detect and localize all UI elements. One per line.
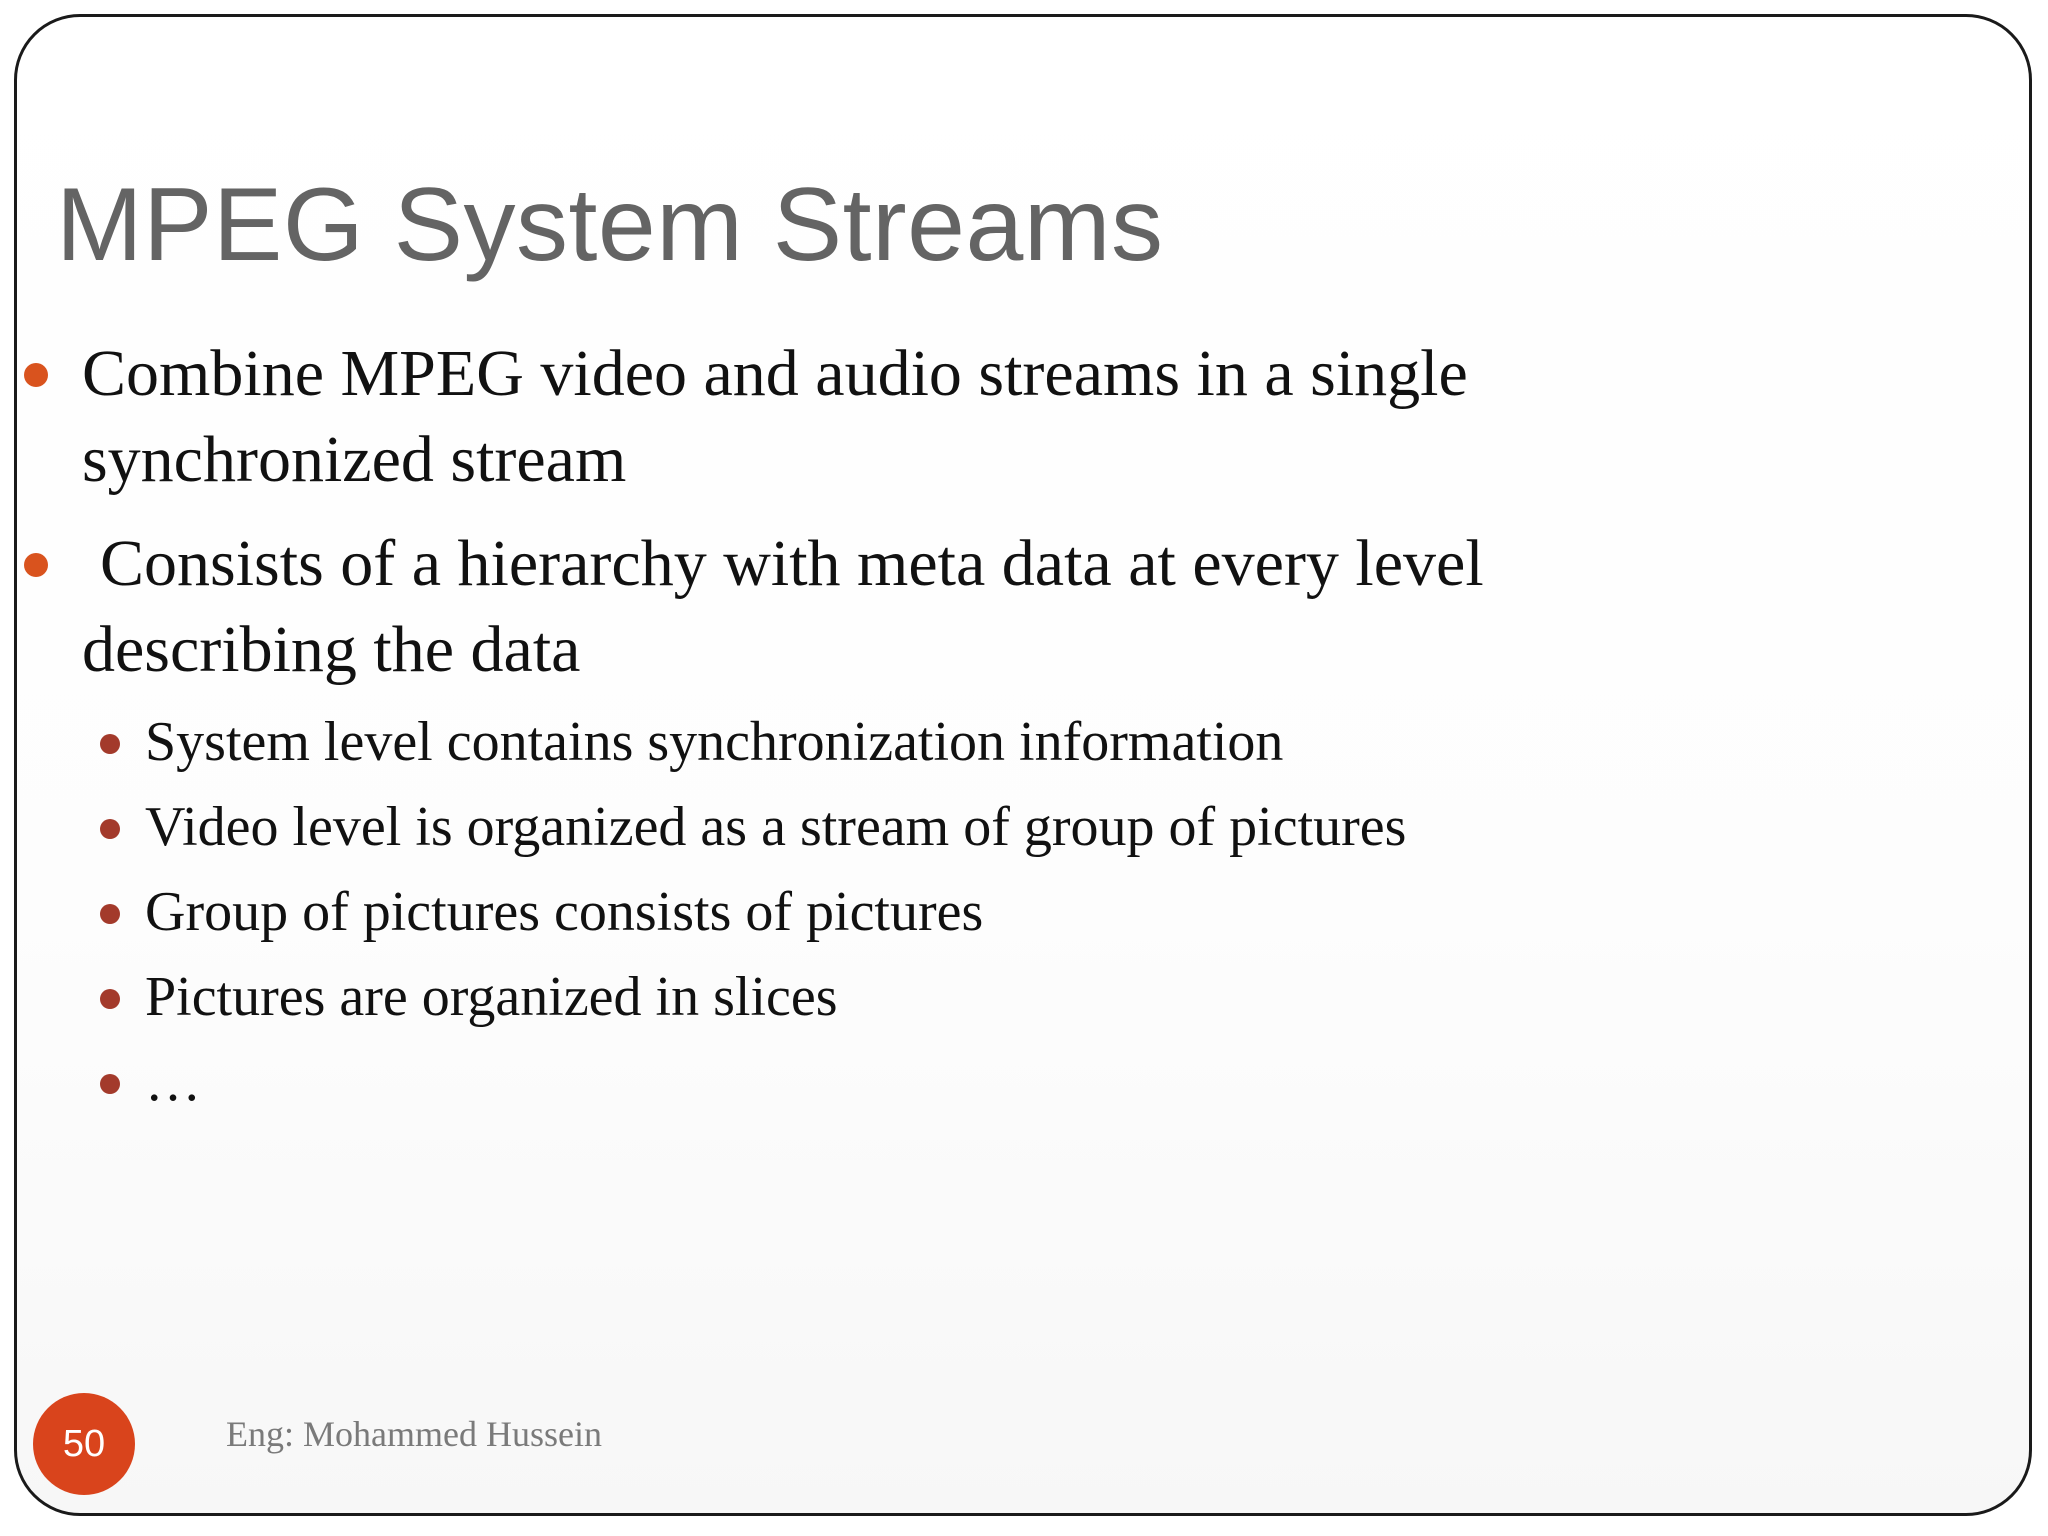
bullet-dot-icon	[24, 553, 48, 577]
sub-bullet-text: …	[145, 1051, 201, 1113]
sub-bullet-dot-icon	[100, 989, 120, 1009]
sub-bullet-item	[145, 791, 1406, 863]
sub-bullet-dot-icon	[100, 1074, 120, 1094]
bullet-item-hierarchy	[82, 521, 1642, 693]
bullet-item-combine	[82, 331, 1642, 503]
bullet-text-line2: describing the data	[82, 613, 581, 686]
sub-bullet-dot-icon	[100, 734, 120, 754]
sub-bullet-text: Video level is organized as a stream of group of pictures	[145, 796, 1407, 858]
sub-bullet-text: Group of pictures consists of pictures	[145, 881, 984, 943]
sub-bullet-item	[145, 706, 1283, 778]
page-number-badge: 50	[33, 1393, 135, 1495]
sub-bullet-dot-icon	[100, 819, 120, 839]
footer-author: Eng: Mohammed Hussein	[226, 1414, 602, 1454]
sub-bullet-dot-icon	[100, 904, 120, 924]
bullet-text-line1: Consists of a hierarchy with meta data at every level	[100, 527, 1484, 600]
sub-bullet-item	[145, 1046, 201, 1118]
bullet-text-line1: Combine MPEG video and audio streams in a single	[82, 337, 1468, 410]
slide-title: MPEG System Streams	[56, 167, 1164, 283]
bullet-dot-icon	[24, 363, 48, 387]
sub-bullet-text: System level contains synchronization information	[145, 711, 1284, 773]
bullet-text-line2: synchronized stream	[82, 423, 627, 496]
sub-bullet-text: Pictures are organized in slices	[145, 966, 838, 1028]
sub-bullet-item	[145, 876, 983, 948]
sub-bullet-item	[145, 961, 838, 1033]
